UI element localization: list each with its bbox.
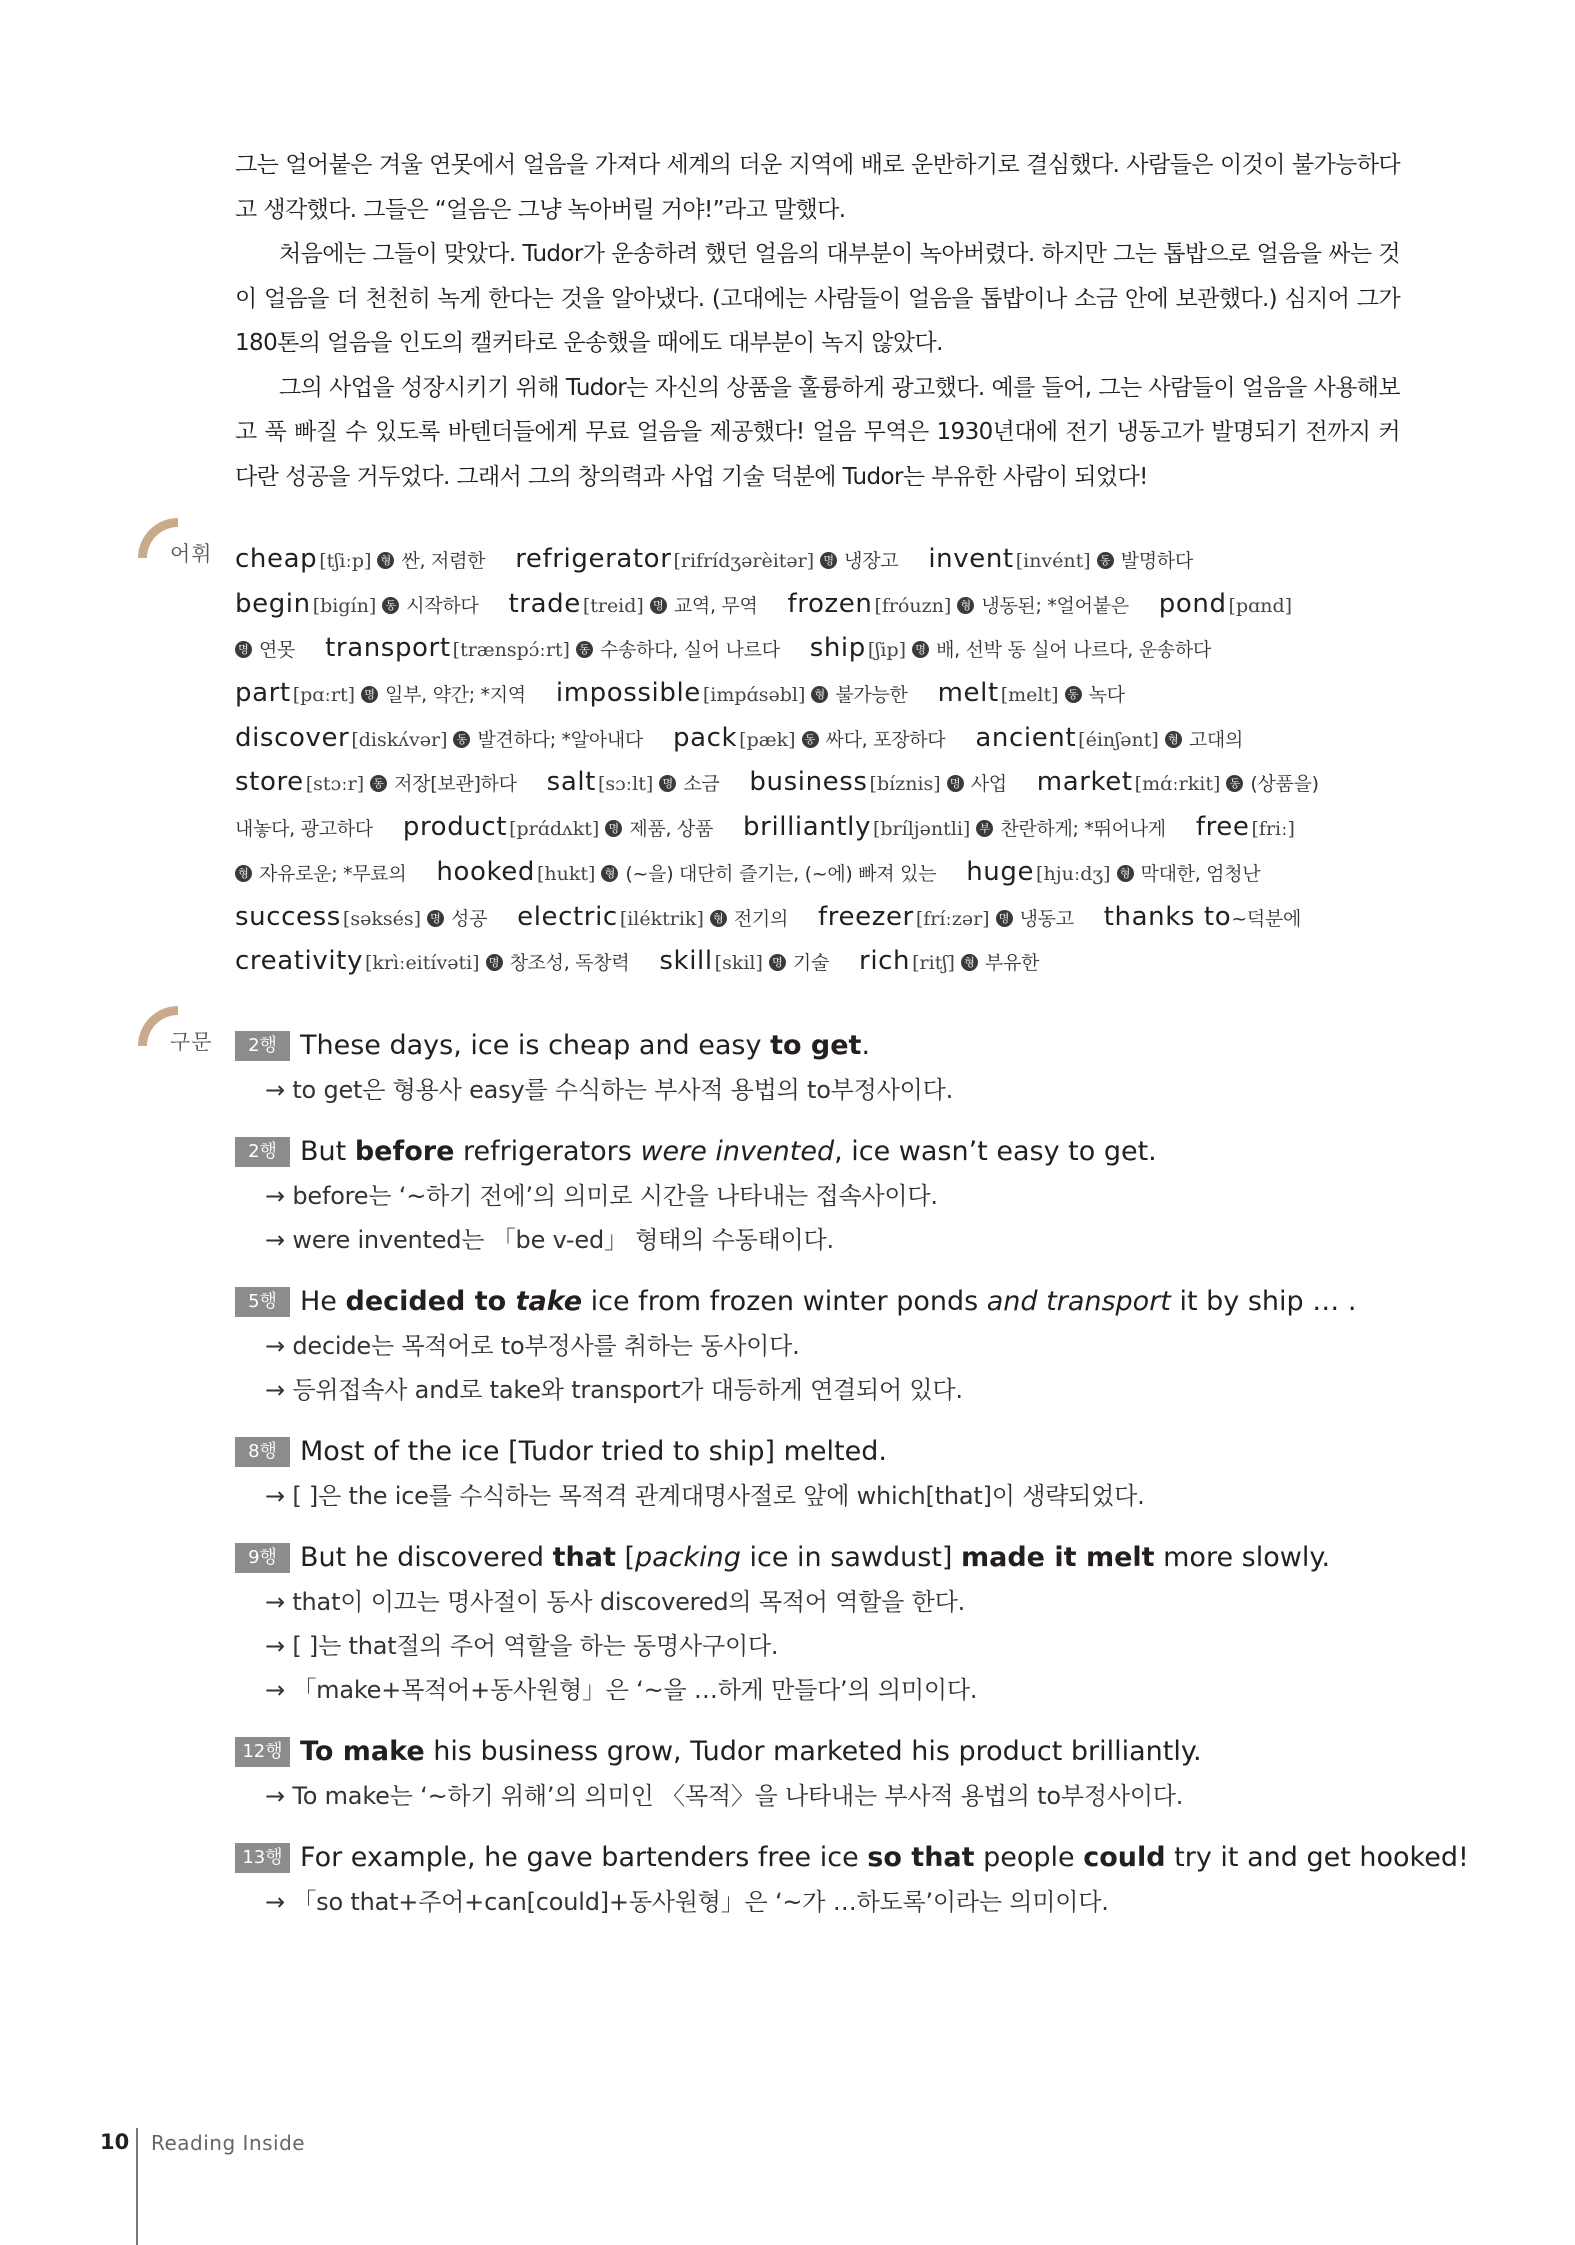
vocab-pronunciation: [ritʃ] [912, 952, 955, 975]
grammar-explanation: → To make는 ‘~하기 위해’의 의미인 〈목적〉을 나타내는 부사적 용법의 to부정사이다. [265, 1782, 1184, 1810]
vocab-meaning: 저장[보관]하다 [394, 773, 517, 796]
part-of-speech-badge: 부 [976, 820, 993, 837]
vocabulary-section-marker [132, 518, 222, 578]
line-number-badge: 8행 [235, 1437, 290, 1467]
grammar-explanation: → to get은 형용사 easy를 수식하는 부사적 용법의 to부정사이다. [265, 1076, 954, 1104]
grammar-explanation: → [ ]는 that절의 주어 역할을 하는 동명사구이다. [265, 1632, 779, 1660]
vocab-meaning: 고대의 [1188, 728, 1244, 751]
vocab-word: ship [809, 633, 866, 664]
syntax-item [235, 1280, 1415, 1412]
vocab-entry [235, 939, 629, 986]
vocab-meaning: 냉장고 [844, 550, 899, 572]
part-of-speech-badge: 명 [235, 641, 252, 658]
vocab-entry [235, 671, 526, 718]
part-of-speech-badge: 동 [1065, 686, 1082, 703]
vocab-meaning: 냉동고 [1019, 907, 1074, 930]
part-of-speech-badge: 동 [382, 597, 399, 614]
vocab-word: huge [966, 856, 1035, 887]
vocab-pronunciation: [pɑːrt] [292, 684, 356, 707]
vocab-pronunciation: [impɑ́səbl] [702, 684, 806, 707]
vocab-entry [818, 895, 1074, 942]
sentence-text: refrigerators [454, 1136, 641, 1167]
vocab-pronunciation: [skil] [714, 952, 763, 975]
example-sentence [300, 1030, 870, 1061]
syntax-item [235, 1024, 1415, 1112]
vocab-word: pack [672, 722, 738, 753]
emphasis-italic: and transport [986, 1286, 1171, 1317]
vocab-line [235, 582, 1405, 627]
passage-paragraph-1: 그는 얼어붙은 겨울 연못에서 얼음을 가져다 세계의 더운 지역에 배로 운반하기로 결심했다. 사람들은 이것이 불가능하다고 생각했다. 그들은 “얼음은 그냥 녹아버릴 거야!”라고 말했다. [235, 152, 1400, 223]
vocab-entry [743, 805, 1166, 852]
grammar-explanation: → before는 ‘~하기 전에’의 의미로 시간을 나타내는 접속사이다. [265, 1182, 938, 1210]
vocab-word: business [749, 767, 868, 798]
part-of-speech-badge: 형 [1165, 731, 1182, 748]
example-sentence [300, 1436, 887, 1467]
sentence-text: people [974, 1842, 1084, 1873]
vocab-word: success [235, 901, 341, 932]
vocab-pronunciation: [melt] [1000, 684, 1059, 707]
vocab-entry [508, 582, 757, 629]
vocab-word: refrigerator [515, 544, 672, 574]
vocab-pronunciation: [pɑnd] [1228, 594, 1293, 617]
emphasis-bold: that [552, 1542, 616, 1573]
vocab-word: skill [659, 946, 713, 977]
syntax-section-label: 구문 [170, 1030, 213, 1054]
part-of-speech-badge: 명 [820, 552, 837, 569]
emphasis-bold: could [1083, 1842, 1166, 1873]
line-number-badge: 2행 [235, 1137, 290, 1167]
example-sentence [300, 1542, 1330, 1573]
vocab-meaning: (~을) 대단히 즐기는, (~에) 빠져 있는 [625, 862, 937, 885]
vocab-line [235, 716, 1405, 761]
vocab-word: impossible [555, 678, 701, 709]
vocab-entry [1159, 582, 1298, 629]
vocab-entry [547, 760, 720, 807]
footer-divider [136, 2128, 138, 2245]
vocab-entry [659, 939, 829, 986]
vocab-entry [235, 716, 643, 763]
vocab-pronunciation: [sɔːlt] [597, 773, 654, 796]
vocab-entry [1037, 760, 1319, 807]
vocab-meaning: 창조성, 독창력 [509, 952, 630, 975]
vocab-word: brilliantly [743, 812, 871, 843]
vocab-pronunciation: [éinʃənt] [1078, 728, 1159, 751]
vocab-pronunciation: [stɔːr] [305, 773, 365, 796]
vocab-entry [235, 628, 295, 673]
vocab-pronunciation: [trænspɔ́ːrt] [452, 639, 570, 662]
vocab-meaning: 시작하다 [406, 594, 479, 617]
sentence-text: [ [615, 1542, 636, 1573]
sentence-text: He [300, 1286, 346, 1317]
sentence-text: But [300, 1136, 355, 1167]
vocab-pronunciation: [treid] [582, 594, 644, 617]
page-number: 10 [100, 2130, 130, 2154]
vocab-word: invent [928, 544, 1014, 574]
vocab-word: ancient [975, 722, 1077, 753]
vocab-word: product [402, 812, 508, 843]
part-of-speech-badge: 동 [1226, 775, 1243, 792]
vocab-entry [788, 582, 1129, 629]
syntax-item [235, 1130, 1415, 1262]
vocab-line [235, 537, 1405, 582]
grammar-explanation: → that이 이끄는 명사절이 동사 discovered의 목적어 역할을 한다. [265, 1588, 965, 1616]
vocab-line [235, 760, 1405, 805]
vocab-entry [436, 850, 936, 897]
part-of-speech-badge: 형 [961, 954, 978, 971]
part-of-speech-badge: 동 [370, 775, 387, 792]
vocabulary-section-label: 어휘 [170, 542, 213, 566]
vocab-entry [556, 671, 908, 718]
vocab-pronunciation: [friː] [1251, 818, 1295, 841]
part-of-speech-badge: 명 [659, 775, 676, 792]
part-of-speech-badge: 명 [996, 910, 1013, 927]
vocab-entry [810, 626, 1211, 673]
vocab-entry [235, 582, 478, 629]
vocab-meaning: 성공 [450, 907, 488, 930]
syntax-section-marker [132, 1006, 222, 1066]
vocab-meaning: (상품을) [1250, 773, 1319, 796]
vocab-word: market [1036, 767, 1133, 798]
vocab-meaning: 발견하다; *알아내다 [477, 728, 643, 751]
part-of-speech-badge: 형 [710, 910, 727, 927]
vocab-entry [938, 671, 1125, 718]
vocab-meaning: 교역, 무역 [673, 594, 758, 617]
line-number-badge: 12행 [235, 1737, 290, 1767]
part-of-speech-badge: 형 [957, 597, 974, 614]
syntax-item [235, 1430, 1415, 1518]
vocab-entry [749, 760, 1006, 807]
part-of-speech-badge: 명 [427, 910, 444, 927]
part-of-speech-badge: 명 [947, 775, 964, 792]
vocab-pronunciation: [pæk] [739, 728, 796, 751]
vocab-pronunciation: [səksés] [342, 907, 421, 930]
vocab-meaning: 불가능한 [835, 684, 908, 707]
vocab-meaning: 소금 [683, 773, 720, 796]
example-sentence [300, 1736, 1202, 1767]
sentence-text: try it and get hooked! [1165, 1842, 1469, 1873]
vocab-meaning: 찬란하게; *뛰어나게 [1000, 818, 1166, 841]
vocab-word: freezer [818, 901, 914, 932]
part-of-speech-badge: 동 [802, 731, 819, 748]
vocab-entry [235, 852, 406, 897]
vocab-word: creativity [235, 946, 363, 977]
part-of-speech-badge: 동 [576, 641, 593, 658]
part-of-speech-badge: 명 [912, 641, 929, 658]
vocab-entry [673, 716, 945, 763]
vocab-meaning: 자유로운; *무료의 [259, 862, 407, 885]
line-number-badge: 9행 [235, 1543, 290, 1573]
vocab-pronunciation: [krìːeitívəti] [364, 952, 480, 975]
syntax-sentence-row [235, 1730, 1415, 1774]
vocab-meaning: 제품, 상품 [629, 818, 714, 841]
example-sentence [300, 1842, 1469, 1873]
vocab-pronunciation: [mɑ́ːrkit] [1134, 773, 1221, 796]
vocab-pronunciation: [bigín] [312, 594, 377, 617]
sentence-text: ice from frozen winter ponds [582, 1286, 987, 1317]
example-sentence [300, 1136, 1157, 1167]
vocab-meaning: 일부, 약간; *지역 [385, 684, 526, 707]
syntax-sentence-row [235, 1024, 1415, 1068]
vocab-pronunciation: [hukt] [536, 862, 596, 885]
vocab-word: free [1195, 812, 1250, 843]
vocab-pronunciation: [invént] [1015, 550, 1091, 572]
emphasis-italic: packing [635, 1542, 741, 1573]
vocab-word: rich [859, 946, 911, 977]
vocab-meaning: 싼, 저렴한 [401, 550, 486, 572]
vocab-pronunciation: [bríljəntli] [872, 818, 971, 841]
line-number-badge: 5행 [235, 1287, 290, 1317]
emphasis-bold: decided to [345, 1286, 516, 1317]
book-title: Reading Inside [151, 2131, 306, 2155]
vocab-word: melt [937, 678, 999, 709]
sentence-text: These days, ice is cheap and easy [300, 1030, 771, 1061]
sentence-text: ice in sawdust] [740, 1542, 961, 1573]
vocab-entry [1104, 895, 1301, 942]
vocab-meaning: 수송하다, 실어 나르다 [599, 639, 780, 662]
vocab-line [235, 939, 1405, 984]
sentence-text: But he discovered [300, 1542, 553, 1573]
sentence-text: his business grow, Tudor marketed his product brilliantly. [424, 1736, 1202, 1767]
syntax-sentence-row [235, 1430, 1415, 1474]
vocab-entry [928, 537, 1193, 584]
syntax-sentence-row [235, 1280, 1415, 1324]
emphasis-italic: were invented [640, 1136, 835, 1167]
vocab-meaning: 배, 선박 동 실어 나르다, 운송하다 [936, 639, 1211, 662]
vocab-line [235, 895, 1405, 940]
vocab-pronunciation: [bíznis] [869, 773, 941, 796]
syntax-sentence-row [235, 1836, 1469, 1880]
vocab-line [235, 671, 1405, 716]
vocab-word: transport [325, 633, 451, 664]
emphasis-bold: To make [300, 1736, 425, 1767]
grammar-explanation: → 등위접속사 and로 take와 transport가 대등하게 연결되어 있다. [265, 1376, 963, 1404]
vocab-word: trade [508, 588, 581, 619]
vocab-entry [517, 895, 788, 942]
emphasis-bold: made it melt [960, 1542, 1155, 1573]
vocab-entry [235, 760, 517, 807]
grammar-explanation: → 「so that+주어+can[could]+동사원형」은 ‘~가 …하도록’이라는 의미이다. [265, 1888, 1109, 1916]
vocab-entry [1196, 805, 1301, 852]
sentence-text: , ice wasn’t easy to get. [834, 1136, 1157, 1167]
vocab-meaning: 내놓다, 광고하다 [235, 818, 373, 841]
vocab-word: begin [235, 588, 311, 619]
vocab-meaning: 막대한, 엄청난 [1140, 862, 1261, 885]
emphasis-bold: before [354, 1136, 455, 1167]
vocab-word: store [235, 767, 304, 798]
grammar-explanation: → 「make+목적어+동사원형」은 ‘~을 …하게 만들다’의 의미이다. [265, 1676, 978, 1704]
vocab-meaning: 연못 [259, 639, 296, 662]
passage-paragraph-2: 처음에는 그들이 맞았다. Tudor가 운송하려 했던 얼음의 대부분이 녹아버렸다. 하지만 그는 톱밥으로 얼음을 싸는 것이 얼음을 더 천천히 녹게 한다는 것을 알아냈다. (고대에는 사람들이 얼음을 톱밥이나 소금 안에 보관했다.) 심지어 그가 180톤의 얼음을 인도의 캘커타로 운송했을 때에도 대부분이 녹지 않았다. [235, 241, 1400, 356]
emphasis-bold: so that [867, 1842, 975, 1873]
sentence-text: For example, he gave bartenders free ice [300, 1842, 868, 1873]
sentence-text: Most of the ice [Tudor tried to ship] melted. [300, 1436, 887, 1467]
vocab-pronunciation: [fríːzər] [915, 907, 990, 930]
vocab-meaning: 녹다 [1088, 684, 1125, 707]
vocab-entry [235, 895, 487, 942]
vocab-meaning: 사업 [970, 773, 1007, 796]
sentence-text: . [861, 1030, 871, 1061]
part-of-speech-badge: 형 [377, 552, 394, 569]
part-of-speech-badge: 동 [1097, 552, 1114, 569]
vocab-pronunciation: [ʃip] [867, 639, 907, 662]
vocab-word: frozen [787, 588, 873, 619]
part-of-speech-badge: 동 [453, 731, 470, 748]
vocab-entry [325, 626, 780, 673]
vocab-pronunciation: [rifrídʒərèitər] [673, 550, 815, 572]
example-sentence [300, 1286, 1356, 1317]
vocab-meaning: 기술 [792, 952, 830, 975]
part-of-speech-badge: 형 [601, 865, 618, 882]
vocab-meaning: 전기의 [733, 907, 789, 930]
syntax-notes [235, 1024, 1469, 1942]
vocab-word: part [235, 678, 291, 709]
vocab-pronunciation: [hjuːdʒ] [1036, 862, 1111, 885]
part-of-speech-badge: 형 [1117, 865, 1134, 882]
vocab-entry [403, 805, 713, 852]
vocab-pronunciation: [tʃiːp] [319, 550, 372, 572]
syntax-sentence-row [235, 1536, 1415, 1580]
vocab-word: hooked [436, 856, 535, 887]
emphasis-bold-italic: take [515, 1286, 583, 1317]
grammar-explanation: → [ ]은 the ice를 수식하는 목적격 관계대명사절로 앞에 which[that]이 생략되었다. [265, 1482, 1145, 1510]
vocab-word: thanks to [1103, 901, 1232, 932]
sentence-text: it by ship … . [1170, 1286, 1357, 1317]
emphasis-bold: to get [770, 1030, 862, 1061]
vocab-word: pond [1158, 588, 1227, 619]
part-of-speech-badge: 명 [605, 820, 622, 837]
syntax-sentence-row [235, 1130, 1415, 1174]
vocab-word: cheap [235, 544, 318, 574]
vocab-pronunciation: [diskʌ́vər] [351, 728, 448, 751]
vocab-line [235, 850, 1405, 895]
vocab-meaning: 부유한 [984, 952, 1040, 975]
line-number-badge: 2행 [235, 1031, 290, 1061]
part-of-speech-badge: 형 [811, 686, 828, 703]
part-of-speech-badge: 명 [361, 686, 378, 703]
vocab-line [235, 805, 1405, 850]
vocab-word: electric [517, 901, 618, 932]
vocab-word: discover [235, 722, 350, 753]
passage-paragraph-3: 그의 사업을 성장시키기 위해 Tudor는 자신의 상품을 훌륭하게 광고했다. 예를 들어, 그는 사람들이 얼음을 사용해보고 푹 빠질 수 있도록 바텐더들에게 무료 얼음을 제공했다! 얼음 무역은 1930년대에 전기 냉동고가 발명되기 전까지 커다란 성공을 거두었다. 그래서 그의 창의력과 사업 기술 덕분에 Tudor는 부유한 사람이 되었다! [235, 374, 1400, 490]
vocab-pronunciation: [prɑ́dʌkt] [509, 818, 600, 841]
vocabulary-list [235, 537, 1405, 984]
vocab-pronunciation: [fróuzn] [874, 594, 952, 617]
grammar-explanation: → decide는 목적어로 to부정사를 취하는 동사이다. [265, 1332, 800, 1360]
part-of-speech-badge: 명 [486, 954, 503, 971]
vocab-line [235, 626, 1405, 671]
vocab-entry [235, 807, 373, 852]
vocab-entry [515, 537, 898, 584]
part-of-speech-badge: 형 [235, 865, 252, 882]
syntax-item [235, 1536, 1415, 1712]
vocab-word: salt [546, 767, 596, 798]
sentence-text: more slowly. [1154, 1542, 1331, 1573]
part-of-speech-badge: 명 [769, 954, 786, 971]
vocab-entry [975, 716, 1243, 763]
grammar-explanation: → were invented는 「be v-ed」 형태의 수동태이다. [265, 1226, 834, 1254]
syntax-item [235, 1730, 1415, 1818]
vocab-pronunciation: [iléktrik] [619, 907, 704, 930]
vocab-meaning: 발명하다 [1120, 550, 1193, 572]
vocab-meaning: ~덕분에 [1231, 907, 1302, 930]
vocab-entry [966, 850, 1260, 897]
line-number-badge: 13행 [235, 1843, 290, 1873]
syntax-item [235, 1836, 1469, 1924]
part-of-speech-badge: 명 [650, 597, 667, 614]
vocab-meaning: 싸다, 포장하다 [825, 728, 946, 751]
korean-translation-passage [235, 143, 1400, 499]
vocab-meaning: 냉동된; *얼어붙은 [981, 594, 1129, 617]
vocab-entry [859, 939, 1039, 986]
vocab-entry [235, 537, 485, 584]
